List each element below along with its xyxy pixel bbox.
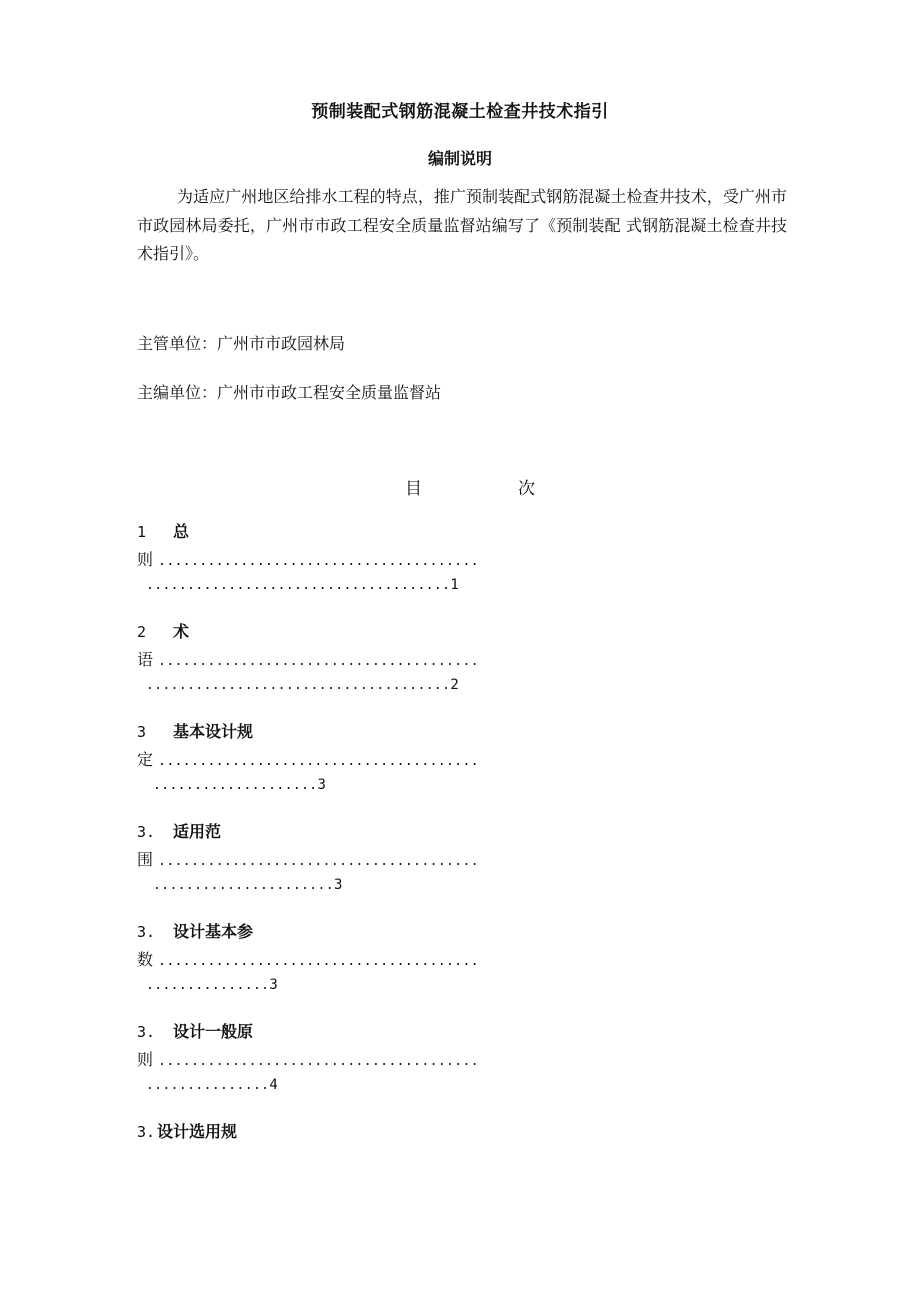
toc-leader-dots: ....................................... — [158, 554, 479, 569]
document-subtitle: 编制说明 — [427, 149, 492, 168]
toc-leader-dots: ............... — [146, 978, 270, 993]
toc-page-number: 3 — [334, 877, 343, 893]
toc-entry-number: 2 — [137, 623, 147, 641]
competent-unit: 主管单位：广州市市政园林局 — [137, 334, 346, 353]
intro-text: 为适应广州地区给排水工程的特点，推广预制装配式钢筋混凝土检查井技术，受广州市市政园林局委托，广州市市政工程安全质量监督站编写了《预制装配 式钢筋混凝土检查井技术指引》。 — [137, 187, 787, 263]
toc-entry-title: 设计一般原 — [173, 1022, 254, 1041]
toc-entry[interactable] — [137, 821, 537, 895]
toc-entry-title: 总 — [173, 522, 190, 541]
toc-entry-title-end: 则 — [137, 550, 154, 569]
toc-leader-dots: ..................................... — [146, 678, 451, 693]
toc-entry-title: 设计基本参 — [173, 922, 254, 941]
toc-leader-dots: ...................... — [153, 878, 334, 893]
toc-leader-dots: ....................................... — [158, 754, 479, 769]
toc-entry-title: 基本设计规 — [173, 722, 254, 741]
toc-leader-dots: ....................................... — [158, 954, 479, 969]
toc-entry[interactable] — [137, 1121, 537, 1143]
toc-title-left: 目 — [405, 479, 422, 499]
toc-page-number: 1 — [450, 577, 459, 593]
toc-entry-title-end: 定 — [137, 750, 154, 769]
toc-entry-title: 适用范 — [173, 822, 222, 841]
toc-entry[interactable] — [137, 521, 537, 595]
toc-leader-dots: ....................................... — [158, 1054, 479, 1069]
toc-leader-dots: ....................................... — [158, 854, 479, 869]
toc-entry-number: 3. — [137, 823, 156, 841]
editor-unit: 主编单位：广州市市政工程安全质量监督站 — [137, 383, 442, 402]
document-title: 预制装配式钢筋混凝土检查井技术指引 — [311, 102, 609, 122]
toc-entry[interactable] — [137, 1021, 537, 1095]
toc-entry-number: 3. — [137, 1123, 156, 1141]
toc-leader-dots: ..................................... — [146, 578, 451, 593]
toc-leader-dots: ....................................... — [158, 654, 479, 669]
toc-entry[interactable] — [137, 721, 537, 795]
toc-entry[interactable] — [137, 621, 537, 695]
toc-entry-number: 1 — [137, 523, 147, 541]
toc-page-number: 3 — [317, 777, 326, 793]
toc-title-right: 次 — [518, 479, 535, 499]
toc-entry-title-end: 数 — [137, 950, 154, 969]
toc-page-number: 2 — [450, 677, 459, 693]
toc-entry-title-end: 则 — [137, 1050, 154, 1069]
toc-leader-dots: .................... — [153, 778, 318, 793]
toc-entry-title: 术 — [173, 622, 190, 641]
toc-title — [405, 474, 535, 499]
toc-entry-number: 3 — [137, 723, 147, 741]
toc-entry-title: 设计选用规 — [157, 1122, 238, 1141]
toc-entry-title-end: 围 — [137, 850, 154, 869]
toc-page-number: 3 — [269, 977, 278, 993]
toc-entry-title-end: 语 — [137, 650, 154, 669]
toc-leader-dots: ............... — [146, 1078, 270, 1093]
intro-paragraph — [137, 183, 787, 269]
toc-entry-number: 3. — [137, 1023, 156, 1041]
toc-page-number: 4 — [269, 1077, 278, 1093]
toc-entry[interactable] — [137, 921, 537, 995]
toc-entry-number: 3. — [137, 923, 156, 941]
